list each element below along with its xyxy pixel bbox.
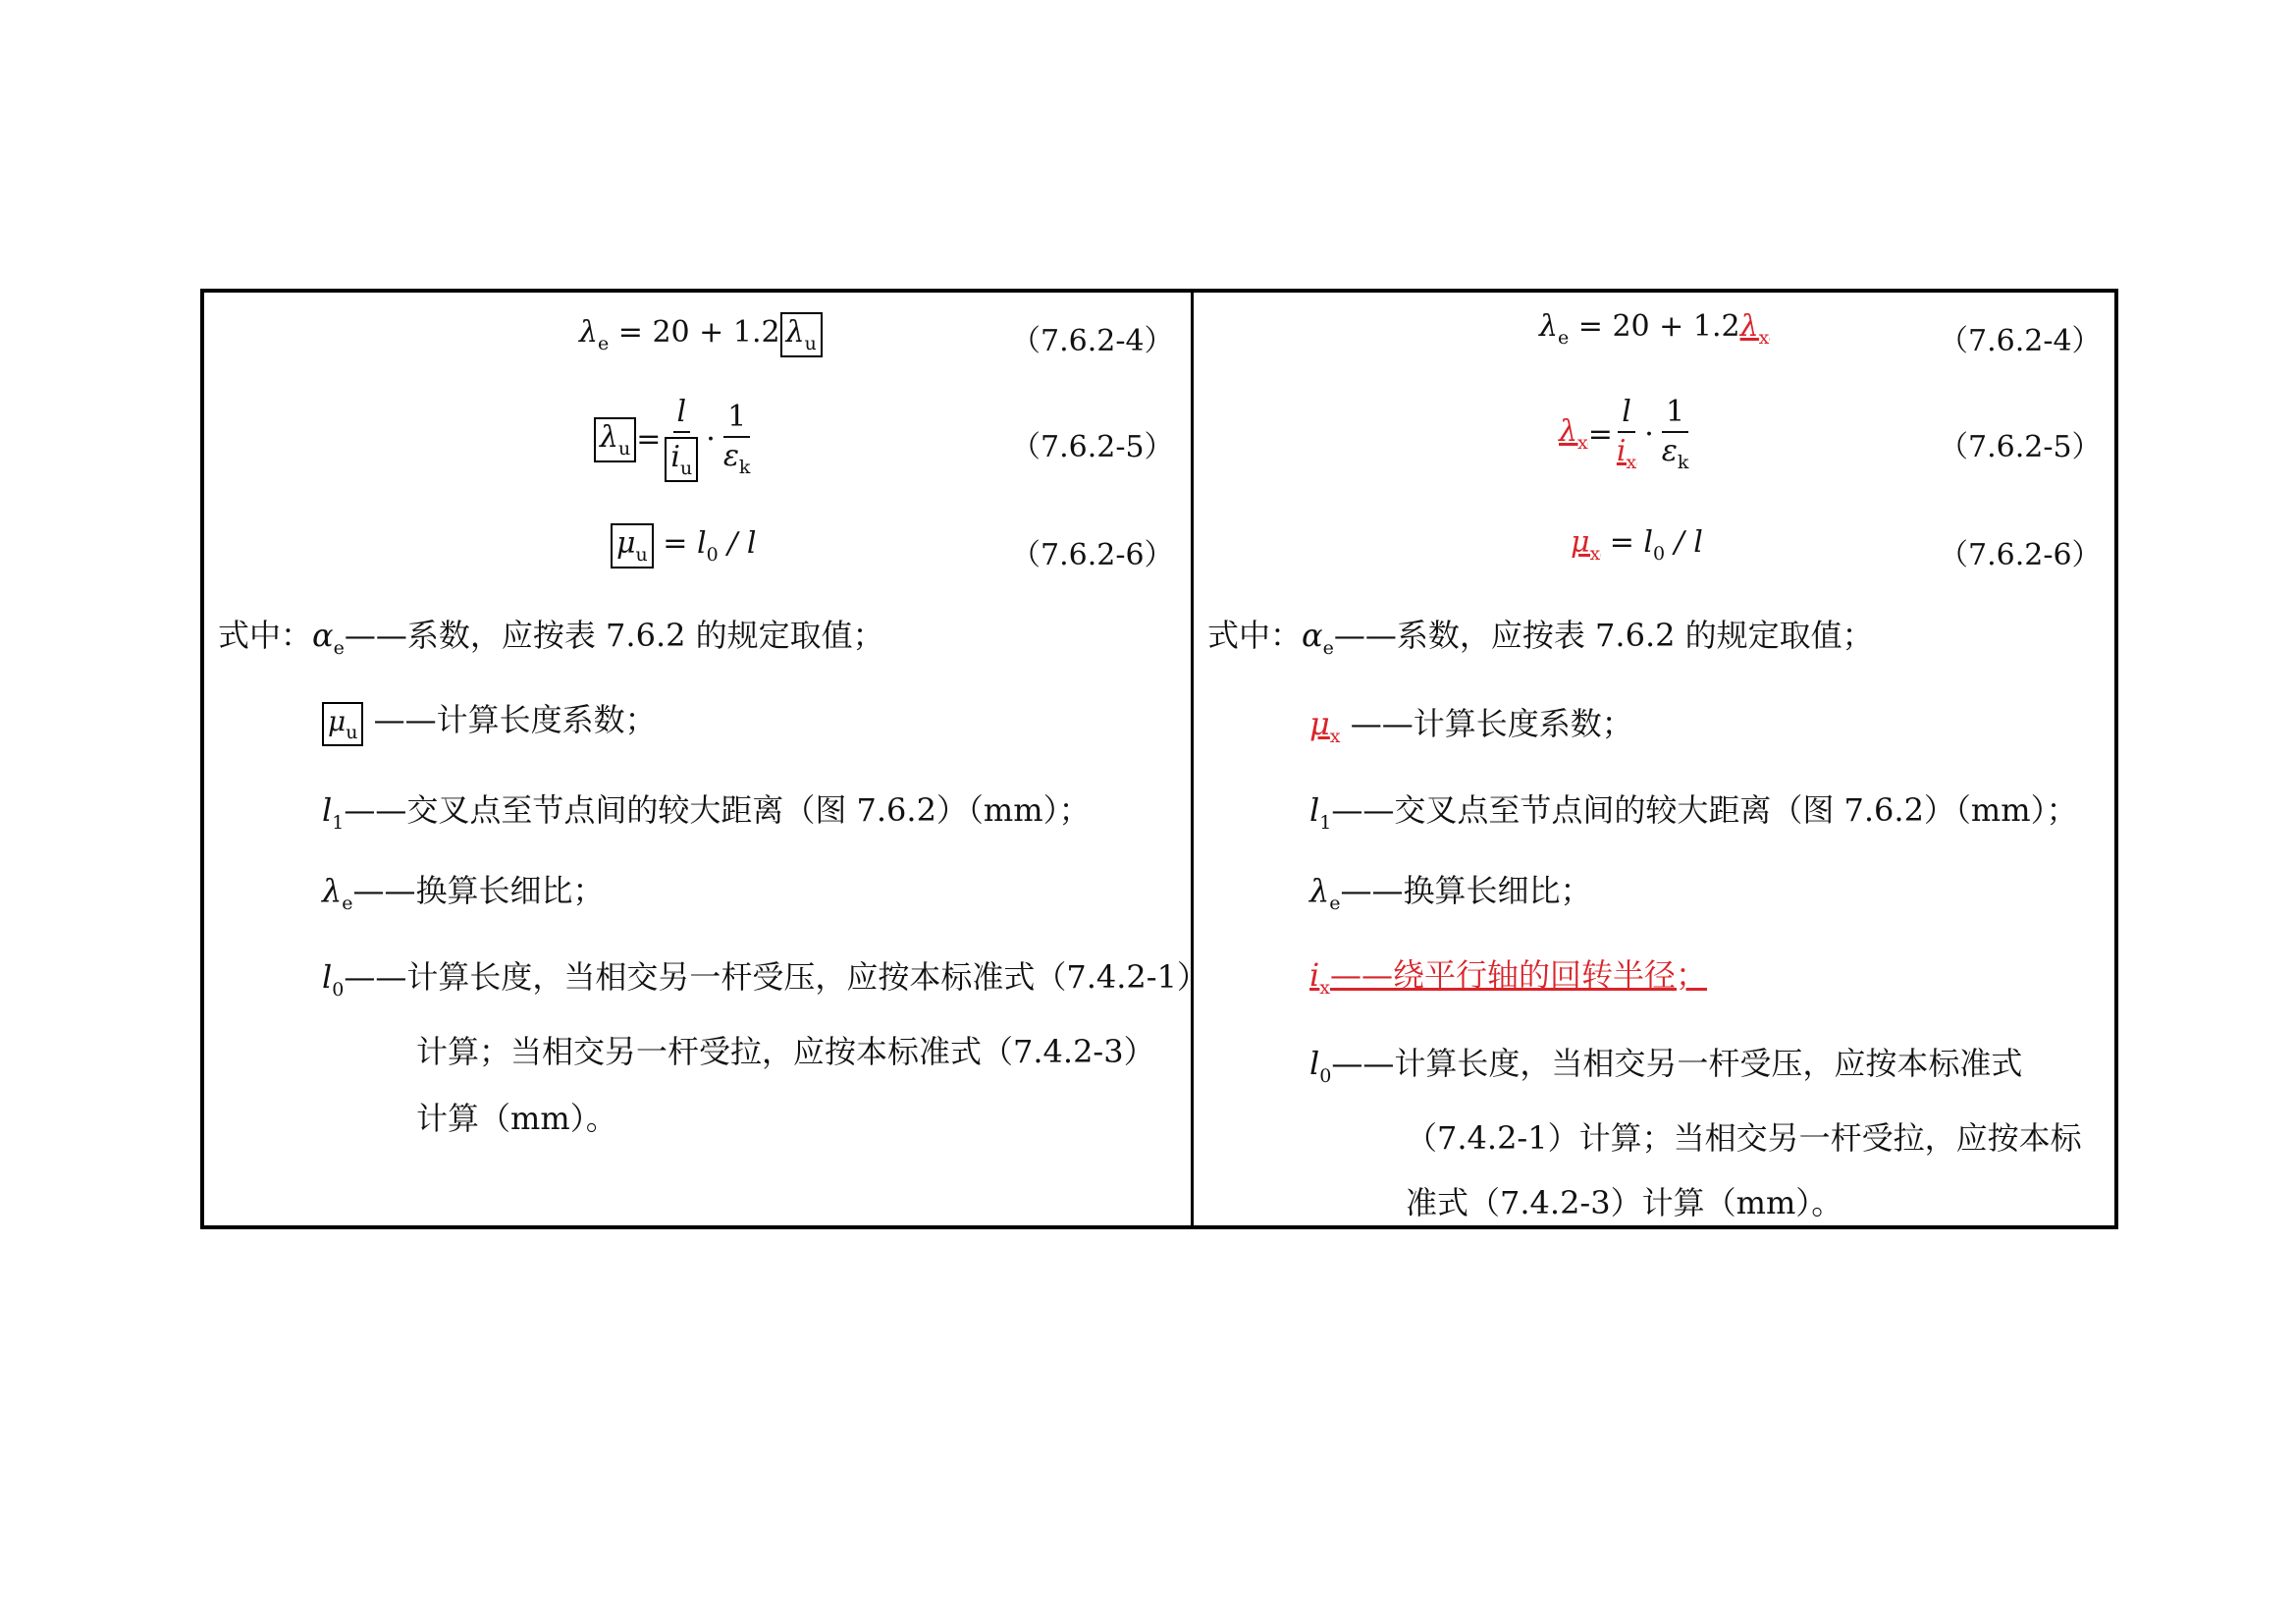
left-def-l0: $l_0——$计算长度，当相交另一杆受压，应按本标准式（7.4.2-1） xyxy=(322,958,1208,1001)
boxed-symbol: $\lambda_u$ xyxy=(780,312,823,357)
left-where-line: 式中：$\alpha_e——$系数，应按表 7.6.2 的规定取值； xyxy=(218,617,884,659)
left-eq-7626: $\mu_u = l_0 / l$ xyxy=(611,523,756,568)
column-divider xyxy=(1191,289,1194,1229)
left-def-lambda: $\lambda_e——$换算长细比； xyxy=(322,872,605,914)
left-eq-7625-number: （7.6.2-5） xyxy=(1011,430,1174,464)
right-eq-7625-number: （7.6.2-5） xyxy=(1939,430,2102,464)
inserted-symbol: $\lambda_x$ xyxy=(1739,309,1770,349)
left-eq-7625: $\lambda_u$ = $\frac{l}{i_u}$ · $\frac{1}{\varepsilon_k}$ xyxy=(594,398,754,482)
right-def-mu: $\mu_x$ ——计算长度系数； xyxy=(1309,705,1633,747)
left-eq-7626-number: （7.6.2-6） xyxy=(1011,538,1174,572)
left-def-l0-cont2: 计算（mm）。 xyxy=(416,1100,617,1137)
left-def-mu: $\mu_u$ ——计算长度系数； xyxy=(322,695,657,746)
right-def-l0: $l_0——$计算长度，当相交另一杆受压，应按本标准式 xyxy=(1309,1045,2023,1087)
right-eq-7626: $\mu_x = l_0 / l$ xyxy=(1571,525,1703,565)
right-eq-7624-number: （7.6.2-4） xyxy=(1939,324,2102,358)
left-eq-7624-number: （7.6.2-4） xyxy=(1011,324,1174,358)
right-eq-7626-number: （7.6.2-6） xyxy=(1939,538,2102,572)
right-where-line: 式中：$\alpha_e——$系数，应按表 7.6.2 的规定取值； xyxy=(1207,617,1874,659)
right-eq-7625: $\lambda_x$ = $\frac{l}{i_x}$ · $\frac{1}{\varepsilon_k}$ xyxy=(1559,395,1689,473)
left-def-l0-cont1: 计算；当相交另一杆受拉，应按本标准式（7.4.2-3） xyxy=(416,1033,1155,1070)
right-def-l1: $l_1——$交叉点至节点间的较大距离（图 7.6.2）（mm）； xyxy=(1309,791,2078,834)
right-def-l0-cont1: （7.4.2-1）计算；当相交另一杆受拉，应按本标 xyxy=(1406,1119,2082,1157)
right-eq-7624: $\lambda_e = 20 + 1.2\lambda_x$ xyxy=(1539,309,1770,349)
left-def-l1: $l_1——$交叉点至节点间的较大距离（图 7.6.2）（mm）； xyxy=(322,791,1091,834)
right-def-l0-cont2: 准式（7.4.2-3）计算（mm）。 xyxy=(1406,1184,1843,1221)
left-eq-7624: $\lambda_e = 20 + 1.2$ $\lambda_u$ xyxy=(579,312,823,357)
right-def-lambda: $\lambda_e——$换算长细比； xyxy=(1309,872,1592,914)
right-def-ix-inserted: $i_x——$绕平行轴的回转半径； xyxy=(1309,956,1707,999)
